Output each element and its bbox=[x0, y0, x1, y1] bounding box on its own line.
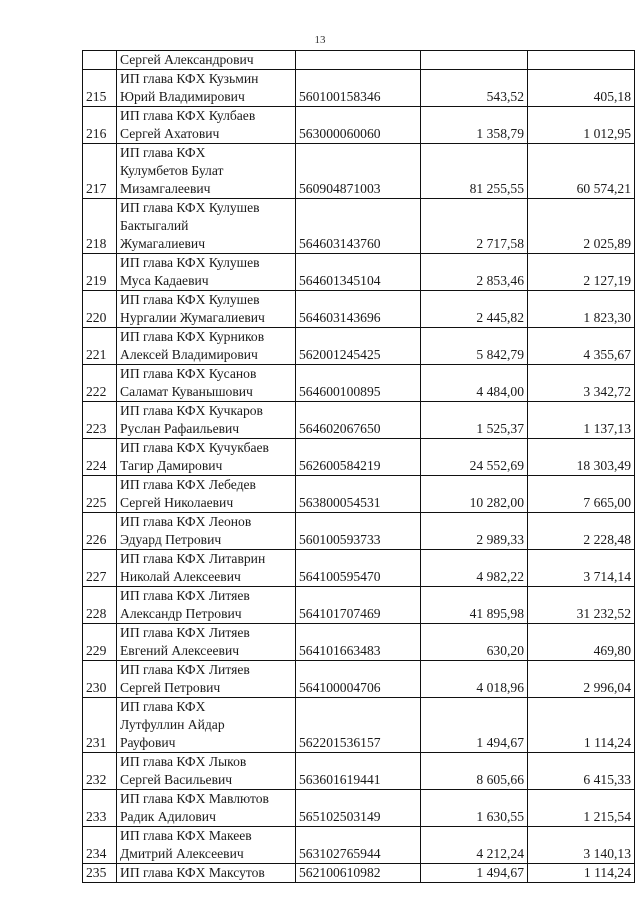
name-line: ИП глава КФХ Максутов bbox=[120, 865, 265, 880]
row-number-cell: 232 bbox=[83, 753, 117, 790]
value2-cell: 18 303,49 bbox=[528, 439, 635, 476]
value2-cell: 60 574,21 bbox=[528, 144, 635, 199]
inn-cell: 560904871003 bbox=[296, 144, 421, 199]
name-line: ИП глава КФХ Мавлютов bbox=[120, 791, 269, 806]
name-cell bbox=[117, 587, 296, 624]
table-body bbox=[83, 51, 635, 883]
name-line: ИП глава КФХ Леонов bbox=[120, 514, 252, 529]
name-line: ИП глава КФХ Кусанов bbox=[120, 366, 257, 381]
inn-cell: 564101663483 bbox=[296, 624, 421, 661]
table-row bbox=[83, 864, 635, 883]
row-number-cell: 215 bbox=[83, 70, 117, 107]
inn-cell: 560100593733 bbox=[296, 513, 421, 550]
inn-cell: 564100004706 bbox=[296, 661, 421, 698]
name-line: Евгений Алексеевич bbox=[120, 643, 240, 658]
name-line: Рауфович bbox=[120, 735, 176, 750]
name-cell bbox=[117, 661, 296, 698]
value1-cell: 2 853,46 bbox=[421, 254, 528, 291]
table-row bbox=[83, 144, 635, 199]
name-cell bbox=[117, 753, 296, 790]
name-line: Сергей Николаевич bbox=[120, 495, 234, 510]
value1-cell: 1 358,79 bbox=[421, 107, 528, 144]
value1-cell: 24 552,69 bbox=[421, 439, 528, 476]
inn-cell: 565102503149 bbox=[296, 790, 421, 827]
row-number-cell: 219 bbox=[83, 254, 117, 291]
table-row bbox=[83, 698, 635, 753]
value1-cell: 4 484,00 bbox=[421, 365, 528, 402]
row-number-cell: 228 bbox=[83, 587, 117, 624]
inn-cell: 564603143696 bbox=[296, 291, 421, 328]
row-number-cell: 220 bbox=[83, 291, 117, 328]
name-cell bbox=[117, 476, 296, 513]
value1-cell: 5 842,79 bbox=[421, 328, 528, 365]
name-cell bbox=[117, 144, 296, 199]
name-line: Юрий Владимирович bbox=[120, 89, 245, 104]
value2-cell bbox=[528, 51, 635, 70]
name-line: Тагир Дамирович bbox=[120, 458, 223, 473]
table-row bbox=[83, 476, 635, 513]
name-cell bbox=[117, 402, 296, 439]
value2-cell: 2 127,19 bbox=[528, 254, 635, 291]
name-cell bbox=[117, 624, 296, 661]
inn-cell: 563601619441 bbox=[296, 753, 421, 790]
name-line: ИП глава КФХ Кузьмин bbox=[120, 71, 259, 86]
value2-cell: 3 140,13 bbox=[528, 827, 635, 864]
name-line: ИП глава КФХ Курников bbox=[120, 329, 265, 344]
value2-cell: 2 025,89 bbox=[528, 199, 635, 254]
row-number-cell: 218 bbox=[83, 199, 117, 254]
row-number-cell: 222 bbox=[83, 365, 117, 402]
row-number-cell: 230 bbox=[83, 661, 117, 698]
value1-cell: 81 255,55 bbox=[421, 144, 528, 199]
name-line: Жумагалиевич bbox=[120, 236, 206, 251]
name-line: Николай Алексеевич bbox=[120, 569, 241, 584]
name-cell bbox=[117, 291, 296, 328]
value2-cell: 405,18 bbox=[528, 70, 635, 107]
name-line: ИП глава КФХ Литяев bbox=[120, 588, 250, 603]
value2-cell: 3 342,72 bbox=[528, 365, 635, 402]
name-line: Руслан Рафаильевич bbox=[120, 421, 240, 436]
name-cell bbox=[117, 328, 296, 365]
table-row bbox=[83, 790, 635, 827]
name-line: ИП глава КФХ Кучкаров bbox=[120, 403, 263, 418]
name-cell bbox=[117, 439, 296, 476]
name-line: Мизамгалеевич bbox=[120, 181, 211, 196]
inn-cell: 562600584219 bbox=[296, 439, 421, 476]
name-cell bbox=[117, 365, 296, 402]
name-line: Кулумбетов Булат bbox=[120, 163, 224, 178]
name-cell bbox=[117, 51, 296, 70]
name-line: ИП глава КФХ Литяев bbox=[120, 625, 250, 640]
inn-cell: 564600100895 bbox=[296, 365, 421, 402]
value1-cell: 1 494,67 bbox=[421, 864, 528, 883]
name-cell bbox=[117, 254, 296, 291]
page-number: 13 bbox=[314, 34, 326, 46]
name-cell bbox=[117, 107, 296, 144]
inn-cell: 563000060060 bbox=[296, 107, 421, 144]
value2-cell: 1 137,13 bbox=[528, 402, 635, 439]
table-row bbox=[83, 254, 635, 291]
value2-cell: 6 415,33 bbox=[528, 753, 635, 790]
value1-cell bbox=[421, 51, 528, 70]
name-line: Муса Кадаевич bbox=[120, 273, 209, 288]
inn-cell: 564603143760 bbox=[296, 199, 421, 254]
name-line: ИП глава КФХ Лыков bbox=[120, 754, 247, 769]
table-row bbox=[83, 550, 635, 587]
name-line: Нургалии Жумагалиевич bbox=[120, 310, 265, 325]
inn-cell: 562001245425 bbox=[296, 328, 421, 365]
name-line: ИП глава КФХ Кулбаев bbox=[120, 108, 256, 123]
table-row bbox=[83, 827, 635, 864]
value2-cell: 2 996,04 bbox=[528, 661, 635, 698]
name-line: ИП глава КФХ bbox=[120, 145, 206, 160]
value2-cell: 1 012,95 bbox=[528, 107, 635, 144]
name-line: Радик Адилович bbox=[120, 809, 216, 824]
row-number-cell: 227 bbox=[83, 550, 117, 587]
name-line: ИП глава КФХ Литаврин bbox=[120, 551, 266, 566]
inn-cell: 563102765944 bbox=[296, 827, 421, 864]
value1-cell: 1 494,67 bbox=[421, 698, 528, 753]
table-row bbox=[83, 402, 635, 439]
inn-cell bbox=[296, 51, 421, 70]
value1-cell: 4 212,24 bbox=[421, 827, 528, 864]
value1-cell: 4 982,22 bbox=[421, 550, 528, 587]
table-row bbox=[83, 587, 635, 624]
name-line: Лутфуллин Айдар bbox=[120, 717, 225, 732]
value1-cell: 4 018,96 bbox=[421, 661, 528, 698]
row-number-cell: 217 bbox=[83, 144, 117, 199]
value1-cell: 1 630,55 bbox=[421, 790, 528, 827]
value1-cell: 630,20 bbox=[421, 624, 528, 661]
table-row bbox=[83, 70, 635, 107]
value1-cell: 2 717,58 bbox=[421, 199, 528, 254]
value2-cell: 1 215,54 bbox=[528, 790, 635, 827]
name-cell bbox=[117, 790, 296, 827]
value2-cell: 1 114,24 bbox=[528, 698, 635, 753]
value2-cell: 7 665,00 bbox=[528, 476, 635, 513]
name-line: Сергей Александрович bbox=[120, 52, 254, 67]
table-row bbox=[83, 328, 635, 365]
inn-cell: 563800054531 bbox=[296, 476, 421, 513]
row-number-cell: 224 bbox=[83, 439, 117, 476]
value2-cell: 2 228,48 bbox=[528, 513, 635, 550]
name-cell bbox=[117, 698, 296, 753]
name-line: Сергей Петрович bbox=[120, 680, 221, 695]
value2-cell: 469,80 bbox=[528, 624, 635, 661]
inn-cell: 564100595470 bbox=[296, 550, 421, 587]
inn-cell: 564601345104 bbox=[296, 254, 421, 291]
row-number-cell: 226 bbox=[83, 513, 117, 550]
name-cell bbox=[117, 550, 296, 587]
name-line: Бактыгалий bbox=[120, 218, 189, 233]
table-row bbox=[83, 513, 635, 550]
name-line: Сергей Васильевич bbox=[120, 772, 233, 787]
row-number-cell: 223 bbox=[83, 402, 117, 439]
name-cell bbox=[117, 864, 296, 883]
name-line: Алексей Владимирович bbox=[120, 347, 258, 362]
name-line: ИП глава КФХ Макеев bbox=[120, 828, 252, 843]
row-number-cell: 231 bbox=[83, 698, 117, 753]
value1-cell: 543,52 bbox=[421, 70, 528, 107]
name-line: Эдуард Петрович bbox=[120, 532, 222, 547]
name-cell bbox=[117, 513, 296, 550]
value2-cell: 3 714,14 bbox=[528, 550, 635, 587]
value1-cell: 8 605,66 bbox=[421, 753, 528, 790]
inn-cell: 564101707469 bbox=[296, 587, 421, 624]
value1-cell: 2 989,33 bbox=[421, 513, 528, 550]
name-line: ИП глава КФХ Литяев bbox=[120, 662, 250, 677]
name-line: ИП глава КФХ Кулушев bbox=[120, 292, 260, 307]
table-row bbox=[83, 439, 635, 476]
table-row bbox=[83, 199, 635, 254]
row-number-cell: 233 bbox=[83, 790, 117, 827]
inn-cell: 564602067650 bbox=[296, 402, 421, 439]
inn-cell: 562201536157 bbox=[296, 698, 421, 753]
name-line: Александр Петрович bbox=[120, 606, 242, 621]
value2-cell: 31 232,52 bbox=[528, 587, 635, 624]
inn-cell: 560100158346 bbox=[296, 70, 421, 107]
table-row-continued bbox=[83, 51, 635, 70]
table-row bbox=[83, 624, 635, 661]
row-number-cell: 225 bbox=[83, 476, 117, 513]
name-line: ИП глава КФХ Кучукбаев bbox=[120, 440, 269, 455]
inn-cell: 562100610982 bbox=[296, 864, 421, 883]
name-cell bbox=[117, 827, 296, 864]
row-number-cell bbox=[83, 51, 117, 70]
row-number-cell: 234 bbox=[83, 827, 117, 864]
name-cell bbox=[117, 199, 296, 254]
name-line: ИП глава КФХ bbox=[120, 699, 206, 714]
row-number-cell: 235 bbox=[83, 864, 117, 883]
table-row bbox=[83, 365, 635, 402]
value1-cell: 41 895,98 bbox=[421, 587, 528, 624]
value1-cell: 2 445,82 bbox=[421, 291, 528, 328]
row-number-cell: 221 bbox=[83, 328, 117, 365]
table-row bbox=[83, 291, 635, 328]
table-row bbox=[83, 661, 635, 698]
value1-cell: 10 282,00 bbox=[421, 476, 528, 513]
name-line: Сергей Ахатович bbox=[120, 126, 220, 141]
value2-cell: 1 823,30 bbox=[528, 291, 635, 328]
value1-cell: 1 525,37 bbox=[421, 402, 528, 439]
row-number-cell: 216 bbox=[83, 107, 117, 144]
registry-table bbox=[82, 50, 635, 883]
name-line: ИП глава КФХ Кулушев bbox=[120, 200, 260, 215]
table-row bbox=[83, 107, 635, 144]
name-line: ИП глава КФХ Лебедев bbox=[120, 477, 256, 492]
value2-cell: 1 114,24 bbox=[528, 864, 635, 883]
name-cell bbox=[117, 70, 296, 107]
name-line: Саламат Куванышович bbox=[120, 384, 253, 399]
table-row bbox=[83, 753, 635, 790]
row-number-cell: 229 bbox=[83, 624, 117, 661]
name-line: ИП глава КФХ Кулушев bbox=[120, 255, 260, 270]
name-line: Дмитрий Алексеевич bbox=[120, 846, 244, 861]
value2-cell: 4 355,67 bbox=[528, 328, 635, 365]
